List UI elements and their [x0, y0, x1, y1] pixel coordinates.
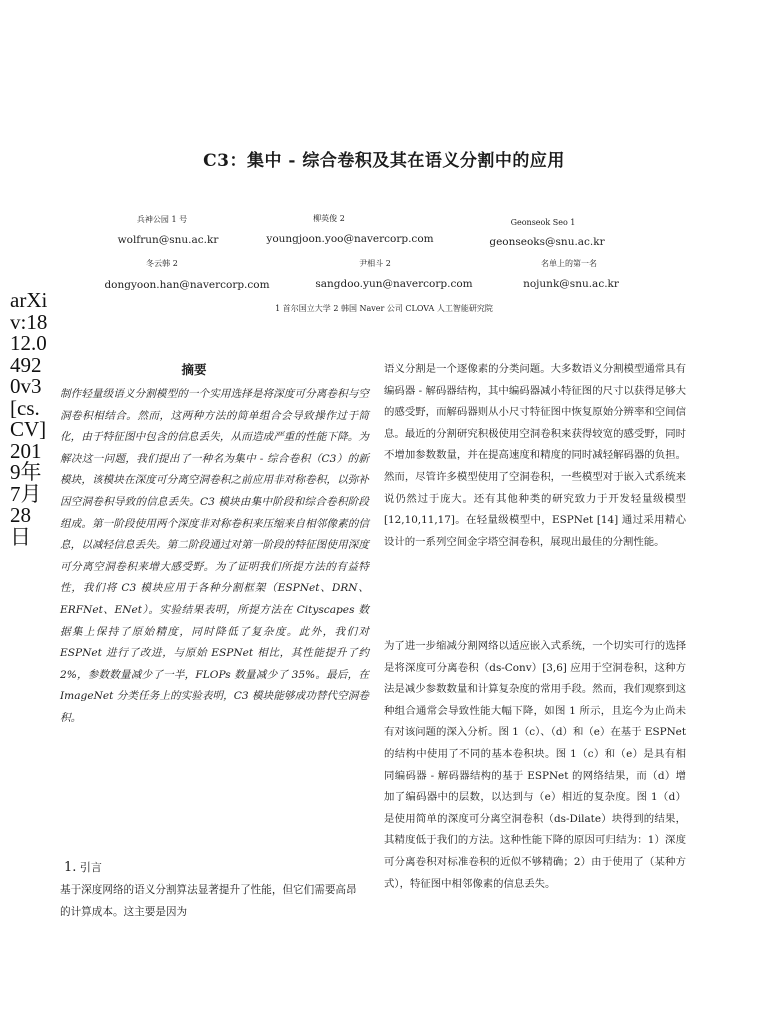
- author-email: sangdoo.yun@navercorp.com: [315, 278, 473, 290]
- intro-paragraph: 基于深度网络的语义分割算法显著提升了性能，但它们需要高昂的计算成本。这主要是因为: [60, 884, 357, 918]
- author-email: wolfrun@snu.ac.kr: [117, 234, 219, 246]
- abstract-text: 制作轻量级语义分割模型的一个实用选择是将深度可分离卷积与空洞卷积相结合。然而，这两种方法的简单组合会导致操作过于简化，由于特征图中包含的信息丢失，从而造成严重的性能下降。为解决这一问题，我们提出了一种名为集中 - 综合卷积（C3）的新模块，该模块在深度可分离空洞卷积之前应用非对称卷积，以弥补因空洞卷积导致的信息丢失。C3 模块由集中阶段和综合卷积阶段组成。第一阶段使用两个深度非对称卷积来压缩来自相邻像素的信息，以减轻信息丢失。第二阶段通过对第一阶段的特征图使用深度可分离空洞卷积来增大感受野。为了证明我们所提方法的有益特性，我们将 C3 模块应用于各种分割框架（ESPNet、DRN、ERFNet、ENet）。实验结果表明，所提方法在 Cityscapes 数据集上保持了原始精度，同时降低了复杂度。此外，我们对 ESPNet 进行了改进，与原始 ESPNet 相比，其性能提升了约 2%，参数数量减少了一半，FLOPs 数量减少了 35%。最后，在 ImageNet 分类任务上的实验表明，C3 模块能够成功替代空洞卷积。: [60, 388, 369, 724]
- author-name: 名单上的第一名: [541, 259, 597, 268]
- body-paragraph: 语义分割是一个逐像素的分类问题。大多数语义分割模型通常具有编码器 - 解码器结构，其中编码器减小特征图的尺寸以获得足够大的感受野，而解码器则从小尺寸特征图中恢复原始分辨率和空间信息。最近的分割研究积极使用空洞卷积来获得较宽的感受野，同时不增加参数数量，并在提高速度和精度的同时减轻解码器的负担。然而，尽管许多模型使用了空洞卷积，一些模型对于嵌入式系统来说仍然过于庞大。还有其他种类的研究致力于开发轻量级模型 [12,10,11,17]。在轻量级模型中，ESPNet [14] 通过采用精心设计的一系列空间金字塔空洞卷积，展现出最佳的分割性能。: [384, 363, 686, 548]
- abstract-heading: 摘要: [181, 362, 207, 377]
- author-name: 冬云韩 2: [146, 259, 178, 268]
- body-paragraph: 为了进一步缩减分割网络以适应嵌入式系统，一个切实可行的选择是将深度可分离卷积（ds-Conv）[3,6] 应用于空洞卷积，这种方法是减少参数数量和计算复杂度的常用手段。然而，我们观察到这种组合通常会导致性能大幅下降，如图 1 所示，且迄今为止尚未有对该问题的深入分析。图 1（c）、（d）和（e）在基于 ESPNet 的结构中使用了不同的基本卷积块。图 1（c）和（e）是具有相同编码器 - 解码器结构的基于 ESPNet 的网络结果，而（d）增加了编码器中的层数，以达到与（e）相近的复杂度。图 1（d）是使用简单的深度可分离空洞卷积（ds-Dilate）块得到的结果，其精度低于我们的方法。这种性能下降的原因可归结为：1）深度可分离卷积对标准卷积的近似不够精确；2）由于使用了（某种方式），特征图中相邻像素的信息丢失。: [384, 640, 686, 890]
- affiliation-line: 1 首尔国立大学 2 韩国 Naver 公司 CLOVA 人工智能研究院: [275, 304, 493, 313]
- section-heading: [64, 859, 102, 875]
- author-name: 兵神公园 1 号: [136, 215, 188, 224]
- section-number: 1.: [64, 860, 77, 875]
- author-name: 尹相斗 2: [359, 259, 391, 268]
- paper-title: C3：集中 - 综合卷积及其在语义分割中的应用: [203, 151, 565, 171]
- author-email: dongyoon.han@navercorp.com: [104, 279, 270, 291]
- arxiv-stamp: arXiv:1812.04920v3[cs.CV]2019年7月28日: [10, 288, 48, 549]
- author-email: nojunk@snu.ac.kr: [523, 278, 619, 290]
- author-name: 柳英俊 2: [313, 214, 345, 223]
- author-name: Geonseok Seo 1: [510, 218, 576, 227]
- author-email: geonseoks@snu.ac.kr: [489, 236, 605, 248]
- author-email: youngjoon.yoo@navercorp.com: [266, 233, 434, 245]
- section-title: 引言: [79, 861, 102, 874]
